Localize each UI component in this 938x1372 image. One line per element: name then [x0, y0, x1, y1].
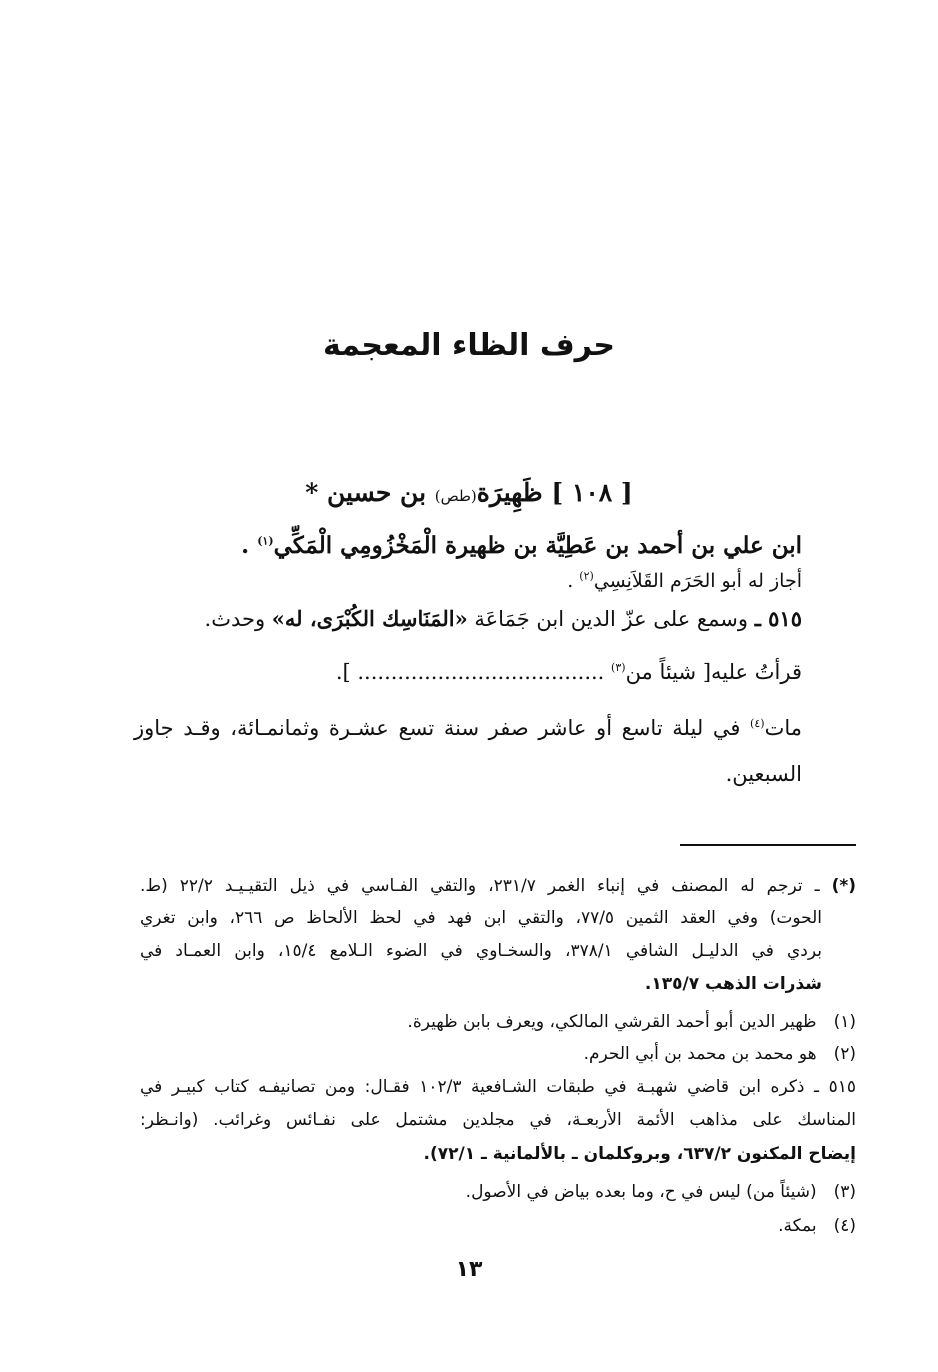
footnote-3-text: (شيئاً من) ليس في ح، وما بعده بياض في الأصول.: [465, 1182, 817, 1202]
footnote-1: [140, 1012, 856, 1032]
footnote-star-text-1: ـ ترجم له المصنف في إنباء الغمر ٢٣١/٧، والتقي الفـاسي في ذيل التقيـيـد ٢٢/٢ (ط.: [140, 876, 820, 896]
entry-tag: (طص): [434, 487, 477, 505]
entry-lineage: [241, 532, 802, 559]
chapter-title: حرف الظاء المعجمة: [323, 328, 615, 363]
entry-reading: [336, 660, 802, 684]
entry-heading: [0, 478, 938, 507]
death-text: في ليلة تاسع أو عاشر صفر سنة تسع عشـرة وثمانمـائة، وقـد جاوز: [134, 716, 741, 740]
footnote-1-marker: (١): [833, 1012, 856, 1032]
footnote-star-line-3: بردي في الدليـل الشافي ٣٧٨/١، والسخـاوي في الضوء الـلامع ١٥/٤، وابن العمـاد في: [140, 941, 822, 961]
reading-dots: ..................................... ].: [335, 660, 605, 684]
footnote-3: [140, 1182, 856, 1202]
footnote-ref-2: (٢): [579, 569, 594, 583]
footnote-2-marker: (٢): [833, 1044, 856, 1064]
lineage-end: .: [241, 532, 250, 559]
sama-book: «المَنَاسِك الكُبْرَى، له»: [271, 606, 468, 631]
footnote-515-line-3: إيضاح المكنون ٦٣٧/٢، وبروكلمان ـ بالألمانية ـ ٧٢/١).: [423, 1144, 856, 1164]
footnote-star-line-1: [140, 876, 856, 896]
entry-ijaza: [567, 570, 802, 592]
ijaza-end: .: [567, 570, 574, 592]
footnote-ref-3: (٣): [611, 661, 626, 674]
footnote-3-marker: (٣): [833, 1182, 856, 1202]
footnote-4-marker: (٤): [833, 1216, 856, 1236]
footnote-star-marker: (*): [831, 876, 857, 896]
entry-name: ظَهِيرَة: [476, 478, 543, 507]
footnote-4: [140, 1216, 856, 1236]
entry-number: [ ١٠٨ ]: [551, 478, 633, 507]
footnote-ref-4: (٤): [750, 717, 765, 730]
lineage-text: ابن علي بن أحمد بن عَطِيَّة بن ظهيرة الْمَخْزُومِي الْمَكِّي: [273, 532, 802, 559]
entry-death-continued: السبعين.: [725, 762, 802, 786]
entry-name-rest: بن حسين *: [305, 478, 427, 507]
sama-text: وسمع على عزّ الدين ابن جَمَاعَة: [474, 607, 748, 631]
footnote-515-line-2: المناسك على مذاهب الأئمة الأربعـة، في مجلدين مشتمل على نفـائس وغرائب. (وانـظر:: [140, 1110, 856, 1130]
death-prefix: مات: [764, 716, 802, 740]
footnote-515-line-1: ٥١٥ ـ ذكره ابن قاضي شهبـة في طبقات الشـافعية ١٠٢/٣ فقـال: ومن تصانيفـه كتاب كبيـر في: [140, 1077, 856, 1097]
sama-end: وحدث.: [204, 607, 266, 631]
footnote-2: [140, 1044, 856, 1064]
footnote-star-line-2: الحوت) وفي العقد الثمين ٧٧/٥، والتقي ابن فهد في لحظ الألحاظ ص ٢٦٦، وابن تغري: [140, 908, 822, 928]
footnote-separator: [680, 844, 856, 846]
footnote-star-line-4: شذرات الذهب ١٣٥/٧.: [644, 974, 822, 994]
entry-sama: [205, 606, 802, 631]
reading-text: قرأتُ عليه[ شيئاً من: [625, 660, 802, 684]
entry-death: [134, 716, 802, 740]
footnote-1-text: ظهير الدين أبو أحمد القرشي المالكي، ويعرف بابن ظهيرة.: [407, 1012, 817, 1032]
footnote-ref-1: (١): [257, 534, 274, 548]
record-number-515: ٥١٥ ـ: [754, 606, 802, 631]
footnote-4-text: بمكة.: [778, 1216, 817, 1236]
ijaza-text: أجاز له أبو الحَرَم القَلاَنِسِي: [593, 570, 802, 592]
footnote-2-text: هو محمد بن محمد بن أبي الحرم.: [583, 1044, 817, 1064]
page-number: ١٣: [455, 1257, 483, 1282]
